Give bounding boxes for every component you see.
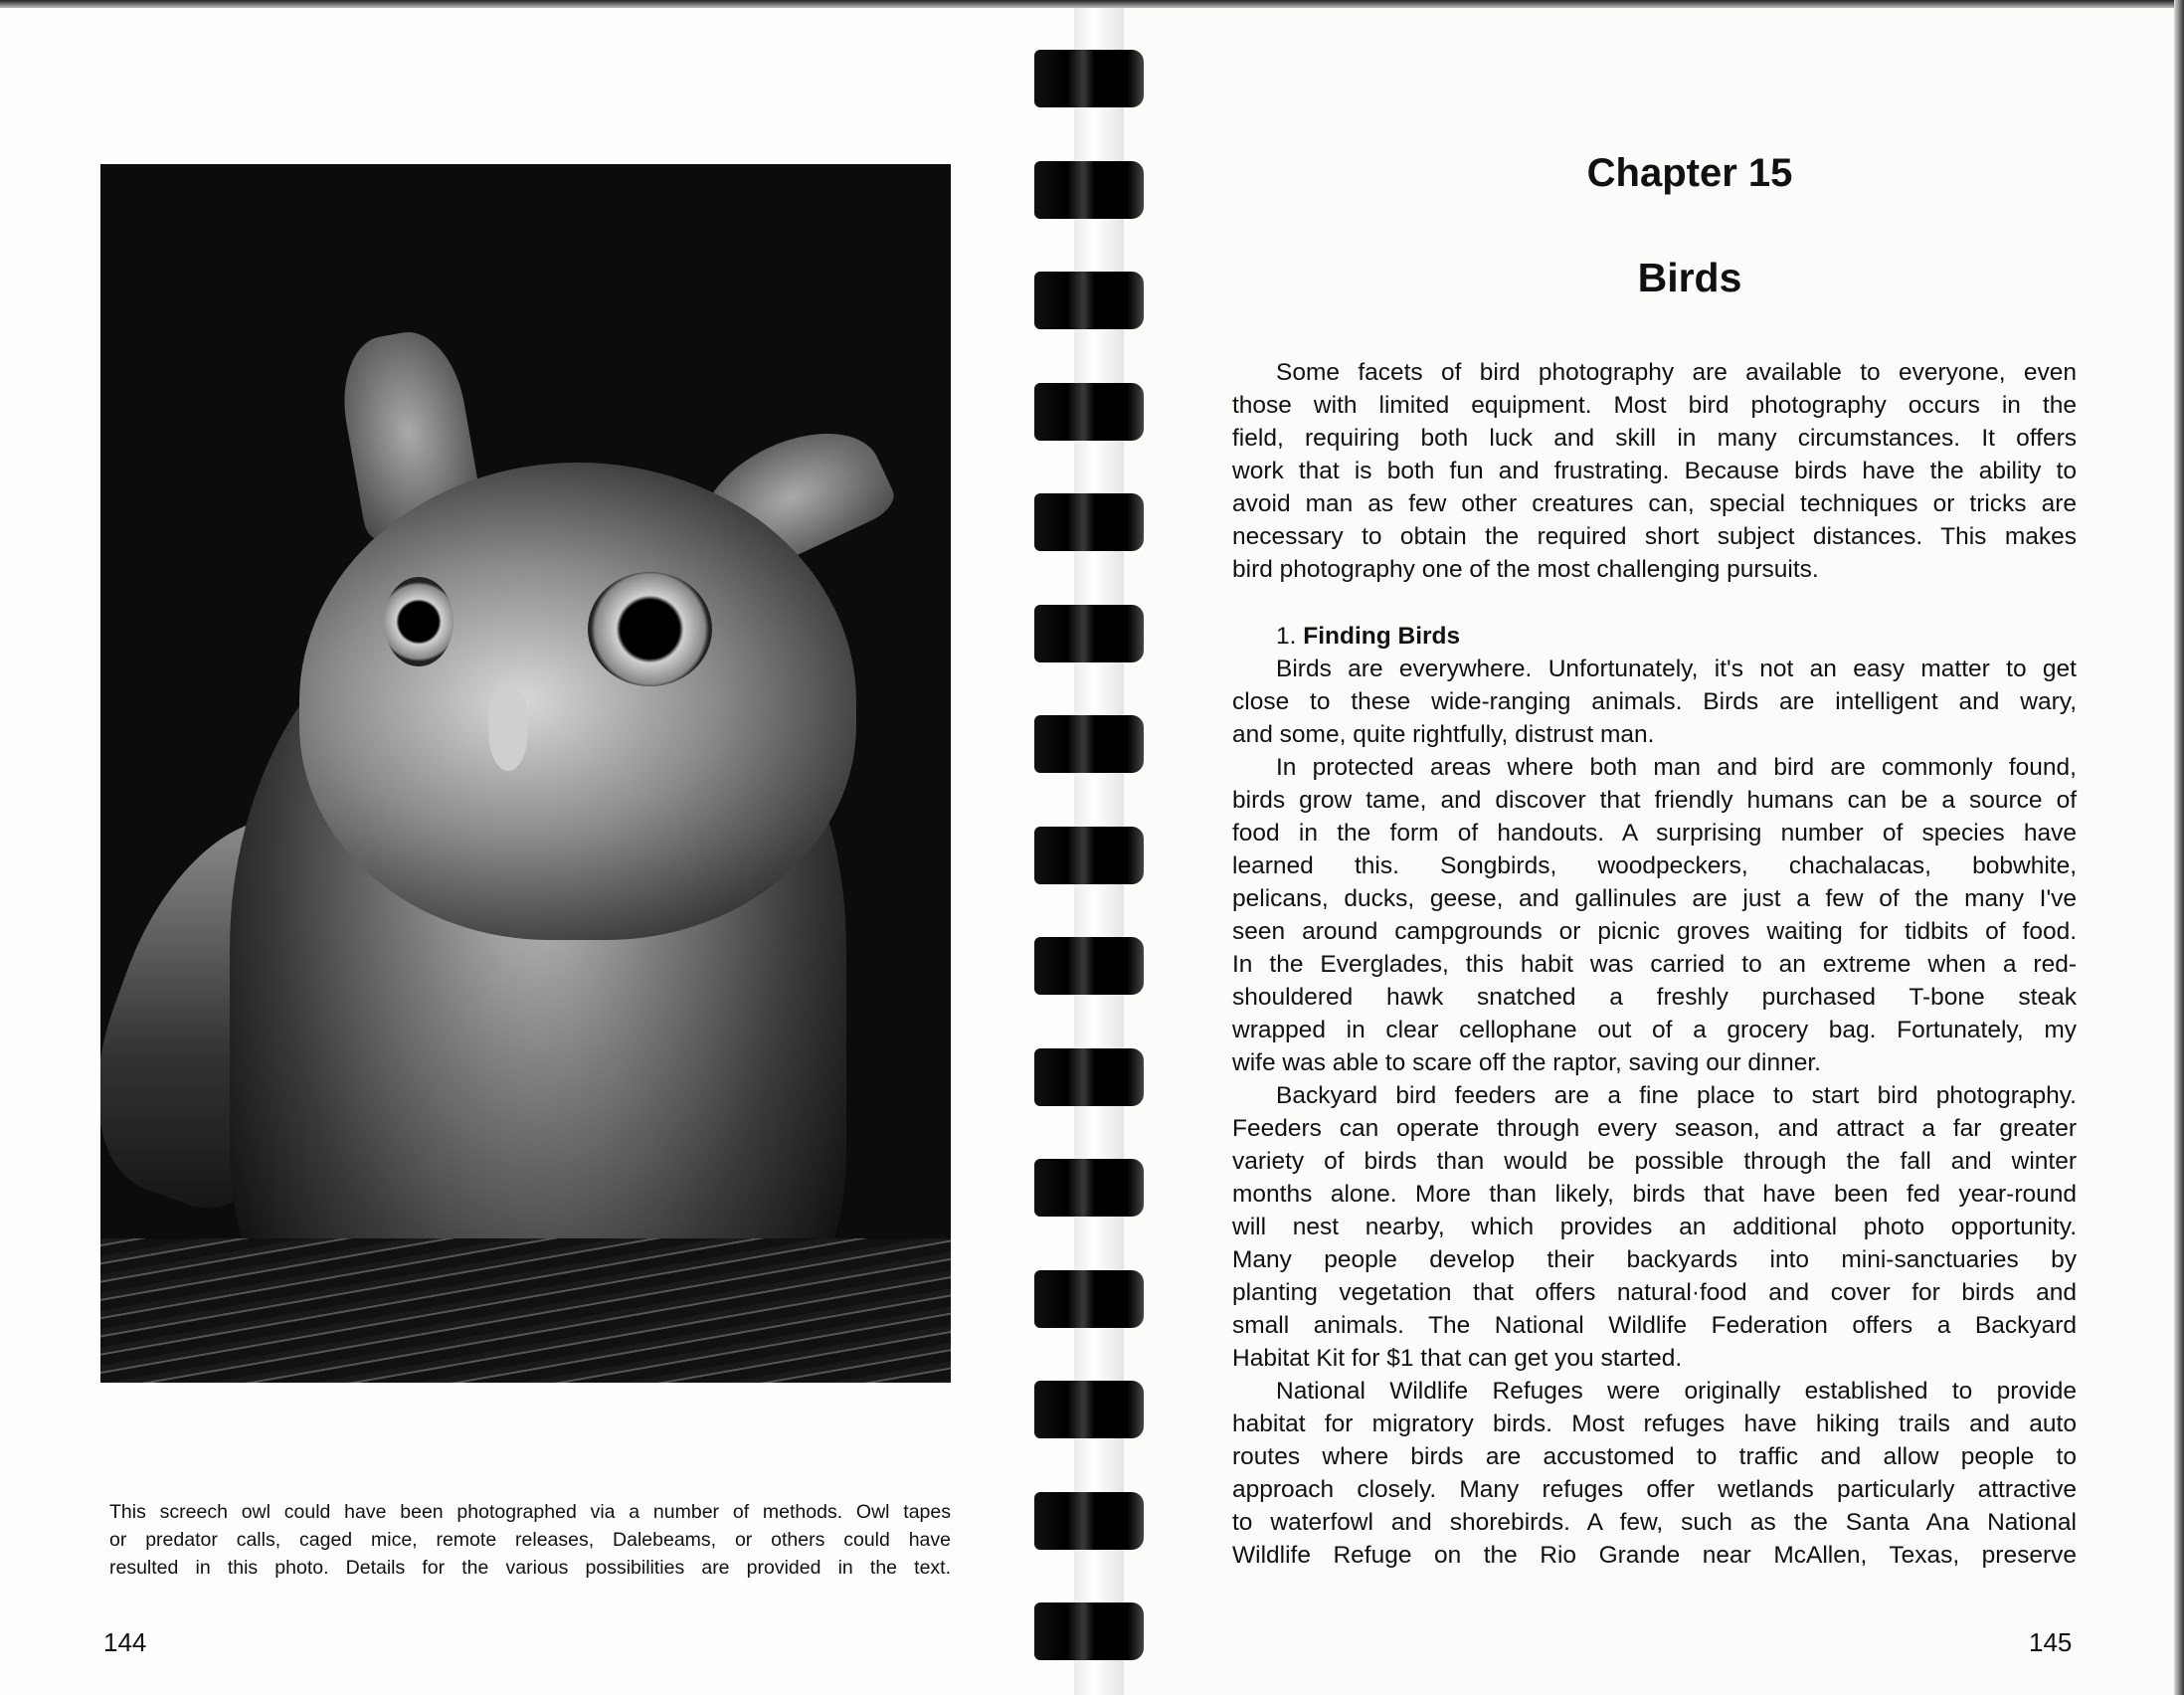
text-line: birds grow tame, and discover that friendly humans can be a source of [1232, 787, 2077, 814]
chapter-heading: Chapter 15 [1586, 151, 1793, 195]
text-line: small animals. The National Wildlife Federation offers a Backyard [1232, 1312, 2077, 1339]
scan-right-edge [2174, 0, 2184, 1695]
photo-caption [109, 1498, 951, 1582]
text-line: Feeders can operate through every season, and attract a far greater [1232, 1115, 2077, 1142]
spiral-ring [1034, 272, 1144, 329]
text-line: will nest nearby, which provides an additional photo opportunity. [1232, 1214, 2077, 1240]
section-title: Finding Birds [1303, 623, 1461, 650]
text-line: to waterfowl and shorebirds. A few, such as the Santa Ana National [1232, 1509, 2077, 1536]
spiral-binding [1030, 0, 1150, 1695]
text-line: bird photography one of the most challenging pursuits. [1232, 556, 1819, 583]
text-line: Some facets of bird photography are available to everyone, even [1276, 359, 2077, 386]
text-line: learned this. Songbirds, woodpeckers, chachalacas, bobwhite, [1232, 852, 2077, 879]
spiral-ring [1034, 827, 1144, 884]
spiral-ring [1034, 383, 1144, 441]
text-line: close to these wide-ranging animals. Birds are intelligent and wary, [1232, 688, 2077, 715]
text-line: necessary to obtain the required short subject distances. This makes [1232, 523, 2077, 550]
text-line: avoid man as few other creatures can, special techniques or tricks are [1232, 490, 2077, 517]
spiral-ring [1034, 50, 1144, 107]
section-heading [1232, 620, 2077, 653]
text-line: variety of birds than would be possible through the fall and winter [1232, 1148, 2077, 1175]
spiral-ring [1034, 1270, 1144, 1328]
spiral-ring [1034, 937, 1144, 995]
text-line: field, requiring both luck and skill in many circumstances. It offers [1232, 425, 2077, 452]
text-line: shouldered hawk snatched a freshly purchased T-bone steak [1232, 984, 2077, 1011]
spiral-ring [1034, 715, 1144, 773]
page-number-left: 144 [103, 1627, 147, 1657]
screech-owl-photo [100, 164, 951, 1383]
text-line: and some, quite rightfully, distrust man. [1232, 721, 1655, 748]
owl-eye [384, 577, 454, 666]
text-line: In protected areas where both man and bird are commonly found, [1276, 754, 2077, 781]
spiral-ring [1034, 493, 1144, 551]
text-line: Backyard bird feeders are a fine place to start bird photography. [1276, 1082, 2077, 1109]
text-line: wife was able to scare off the raptor, saving our dinner. [1232, 1049, 1821, 1076]
text-line: Wildlife Refuge on the Rio Grande near McAllen, Texas, preserve [1232, 1542, 2077, 1569]
text-line: routes where birds are accustomed to traffic and allow people to [1232, 1443, 2077, 1470]
spiral-ring [1034, 1159, 1144, 1217]
text-line: those with limited equipment. Most bird photography occurs in the [1232, 392, 2077, 419]
section-number: 1. [1276, 623, 1297, 650]
text-line: work that is both fun and frustrating. Because birds have the ability to [1232, 458, 2077, 484]
spiral-ring [1034, 605, 1144, 662]
owl-head [299, 463, 856, 940]
owl-eye [588, 572, 712, 686]
text-line: In the Everglades, this habit was carried to an extreme when a red- [1232, 951, 2077, 978]
branch [100, 1238, 951, 1383]
text-line: approach closely. Many refuges offer wetlands particularly attractive [1232, 1476, 2077, 1503]
spiral-ring [1034, 1048, 1144, 1106]
chapter-title: Birds [1637, 255, 1742, 300]
text-line: planting vegetation that offers natural·food and cover for birds and [1232, 1279, 2077, 1306]
caption-line: This screech owl could have been photographed via a number of methods. Owl tapes [109, 1501, 951, 1523]
text-line: Many people develop their backyards into mini-sanctuaries by [1232, 1246, 2077, 1273]
text-line: pelicans, ducks, geese, and gallinules are just a few of the many I've [1232, 885, 2077, 912]
page-number-right: 145 [2029, 1627, 2073, 1657]
text-line: National Wildlife Refuges were originally established to provide [1276, 1378, 2077, 1405]
text-line: Habitat Kit for $1 that can get you started. [1232, 1345, 1683, 1372]
section-body [1232, 653, 2077, 1572]
text-line: months alone. More than likely, birds that have been fed year-round [1232, 1181, 2077, 1208]
caption-line: resulted in this photo. Details for the various possibilities are provided in the text. [109, 1557, 951, 1579]
spiral-ring [1034, 1602, 1144, 1660]
text-line: habitat for migratory birds. Most refuges have hiking trails and auto [1232, 1411, 2077, 1437]
text-line: seen around campgrounds or picnic groves waiting for tidbits of food. [1232, 918, 2077, 945]
caption-line: or predator calls, caged mice, remote releases, Dalebeams, or others could have [109, 1529, 951, 1551]
spiral-ring [1034, 1492, 1144, 1550]
text-line: food in the form of handouts. A surprising number of species have [1232, 820, 2077, 847]
spiral-ring [1034, 161, 1144, 219]
spiral-ring [1034, 1381, 1144, 1438]
text-line: Birds are everywhere. Unfortunately, it's not an easy matter to get [1276, 656, 2077, 682]
intro-paragraph [1232, 356, 2077, 586]
owl-beak [488, 691, 528, 771]
text-line: wrapped in clear cellophane out of a grocery bag. Fortunately, my [1232, 1017, 2077, 1043]
